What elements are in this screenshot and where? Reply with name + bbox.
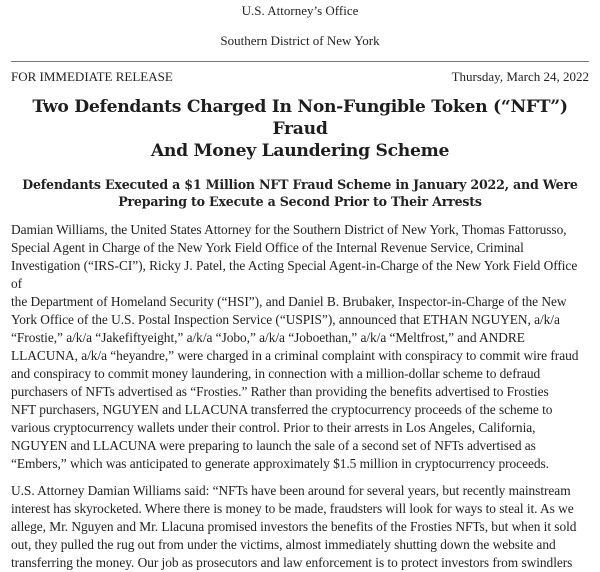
page-subtitle [11,176,589,210]
paragraph-line: the Department of Homeland Security (“HSI”), and Daniel B. Brubaker, Inspector-in-Charge of the New [11,294,567,309]
subtitle-line-2: Preparing to Execute a Second Prior to Their Arrests [118,194,482,209]
paragraph-line: NFT purchasers, NGUYEN and LLACUNA transferred the cryptocurrency proceeds of the scheme to [11,402,553,417]
office-district: Southern District of New York [220,33,380,48]
title-line-2: And Money Laundering Scheme [150,141,450,161]
release-date: Thursday, March 24, 2022 [451,69,589,84]
release-row [11,69,589,85]
release-label: FOR IMMEDIATE RELEASE [11,69,173,84]
paragraph-line: and conspiracy to commit money laundering, in connection with a million-dollar scheme to defraud [11,366,541,381]
paragraph-line: allege, Mr. Nguyen and Mr. Llacuna promised investors the benefits of the Frosties NFTs, but when it sold [11,519,577,534]
header-divider [11,61,589,62]
paragraph-line: Special Agent in Charge of the New York Field Office of the Internal Revenue Service, Criminal [11,240,524,255]
paragraph-line: out, they pulled the rug out from under the victims, almost immediately shutting down the website and [11,537,556,552]
subtitle-line-1: Defendants Executed a $1 Million NFT Fraud Scheme in January 2022, and Were [22,177,578,192]
title-line-1: Two Defendants Charged In Non-Fungible Token (“NFT”) Fraud [32,97,568,139]
paragraph-line: transferring the money. Our job as prosecutors and law enforcement is to protect investors from swindlers [11,555,573,570]
paragraph-line: “Frostie,” a/k/a “Jakefiftyeight,” a/k/a “Jobo,” a/k/a “Joboethan,” a/k/a “Meltfrost,” and ANDRE [11,330,525,345]
paragraph-line: U.S. Attorney Damian Williams said: “NFTs have been around for several years, but recently mainstream [11,483,571,498]
office-name: U.S. Attorney’s Office [241,3,359,18]
paragraph-line: “Embers,” which was anticipated to generate approximately $1.5 million in cryptocurrency proceeds. [11,456,549,471]
paragraph-line: various cryptocurrency wallets under their control. Prior to their arrests in Los Angeles, California, [11,420,536,435]
office-header [11,0,589,49]
paragraph-line: interest has skyrocketed. Where there is money to be made, fraudsters will look for ways to steal it. As we [11,501,574,516]
paragraph-line: LLACUNA, a/k/a “heyandre,” were charged in a criminal complaint with conspiracy to commit wire fraud [11,348,579,363]
paragraph-line: purchasers of NFTs advertised as “Frosties.” Rather than providing the benefits advertised to Frosties [11,384,549,399]
paragraph-line: Investigation (“IRS-CI”), Ricky J. Patel, the Acting Special Agent-in-Charge of the New York Field Office of [11,258,578,291]
paragraph-line: NGUYEN and LLACUNA were preparing to launch the sale of a second set of NFTs advertised as [11,438,536,453]
paragraph-line: York Office of the U.S. Postal Inspection Service (“USPIS”), announced that ETHAN NGUYEN, a/k/a [11,312,560,327]
body-paragraph-2 [11,482,589,572]
body-paragraph-1 [11,221,589,473]
page-title [11,96,589,162]
paragraph-line: Damian Williams, the United States Attorney for the Southern District of New York, Thomas Fattorusso, [11,222,567,237]
